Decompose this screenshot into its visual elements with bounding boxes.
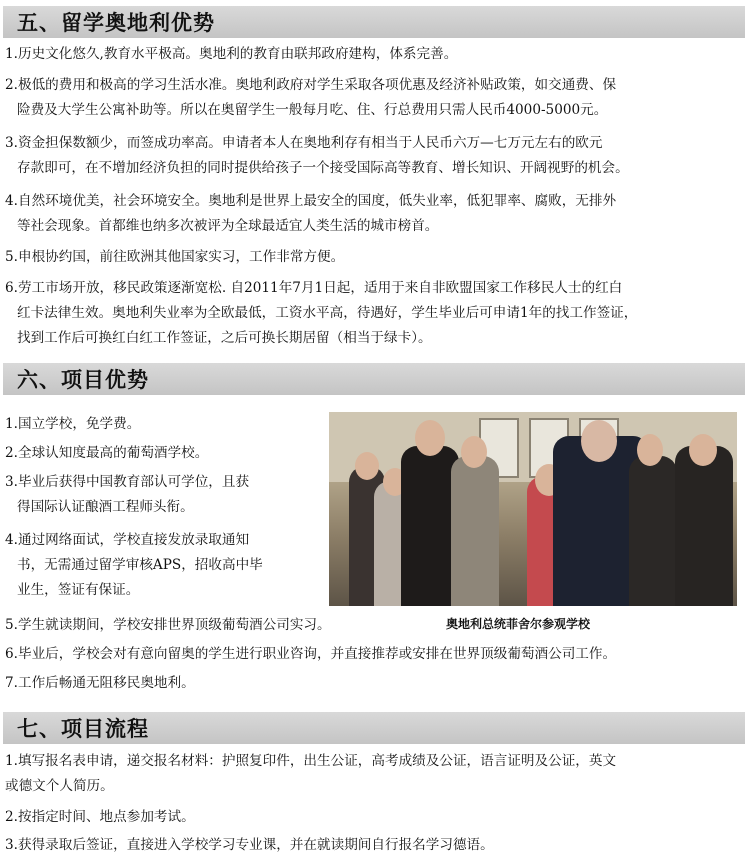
list-item: 1.国立学校，免学费。 (5, 416, 141, 432)
list-item: 6.劳工市场开放，移民政策逐渐宽松. 自2011年7月1日起，适用于来自非欧盟国家工作移民人士的红白 红卡法律生效。奥地利失业率为全欧最低，工资水平高，待遇好，学生毕业后可申请1年的找工作签证， 找到工作后可换红白红工作签证，之后可换长期居留（相当于绿卡）。 (5, 280, 638, 346)
list-item: 1.填写报名表申请，递交报名材料：护照复印件，出生公证，高考成绩及公证，语言证明及公证，英文 或德文个人简历。 (5, 753, 617, 794)
section-header-project-process (3, 712, 745, 744)
list-item: 3.获得录取后签证，直接进入学校学习专业课，并在就读期间自行报名学习德语。 (5, 837, 494, 853)
list-item: 5.学生就读期间，学校安排世界顶级葡萄酒公司实习。 (5, 617, 331, 633)
section-title: 六、项目优势 (17, 367, 149, 392)
list-item: 4.通过网络面试，学校直接发放录取通知 书，无需通过留学审核APS，招收高中毕 业生，签证有保证。 (5, 532, 263, 598)
section-header-advantages-study (3, 6, 745, 38)
list-item: 4.自然环境优美，社会环境安全。奥地利是世界上最安全的国度，低失业率，低犯罪率、腐败，无排外 等社会现象。首都维也纳多次被评为全球最适宜人类生活的城市榜首。 (5, 193, 617, 234)
list-item: 6.毕业后，学校会对有意向留奥的学生进行职业咨询，并直接推荐或安排在世界顶级葡萄酒公司工作。 (5, 646, 617, 662)
section-header-project-advantages (3, 363, 745, 395)
list-item: 2.极低的费用和极高的学习生活水准。奥地利政府对学生采取各项优惠及经济补贴政策，如交通费、保 险费及大学生公寓补助等。所以在奥留学生一般每月吃、住、行总费用只需人民币4000-5000元。 (5, 77, 617, 118)
list-item: 3.资金担保数额少，而签成功率高。申请者本人在奥地利存有相当于人民币六万—七万元左右的欧元 存款即可，在不增加经济负担的同时提供给孩子一个接受国际高等教育、增长知识、开阔视野的机会。 (5, 135, 629, 176)
section-title: 五、留学奥地利优势 (17, 10, 215, 35)
list-item: 7.工作后畅通无阻移民奥地利。 (5, 675, 195, 691)
list-item: 3.毕业后获得中国教育部认可学位，且获 得国际认证酿酒工程师头衔。 (5, 474, 250, 515)
president-visit-photo (329, 412, 737, 606)
list-item: 1.历史文化悠久,教育水平极高。奥地利的教育由联邦政府建构，体系完善。 (5, 46, 458, 62)
list-item: 2.全球认知度最高的葡萄酒学校。 (5, 445, 209, 461)
list-item: 2.按指定时间、地点参加考试。 (5, 809, 195, 825)
section-title: 七、项目流程 (17, 716, 149, 741)
photo-caption: 奥地利总统菲舍尔参观学校 (446, 617, 591, 631)
list-item: 5.申根协约国，前往欧洲其他国家实习，工作非常方便。 (5, 249, 345, 265)
